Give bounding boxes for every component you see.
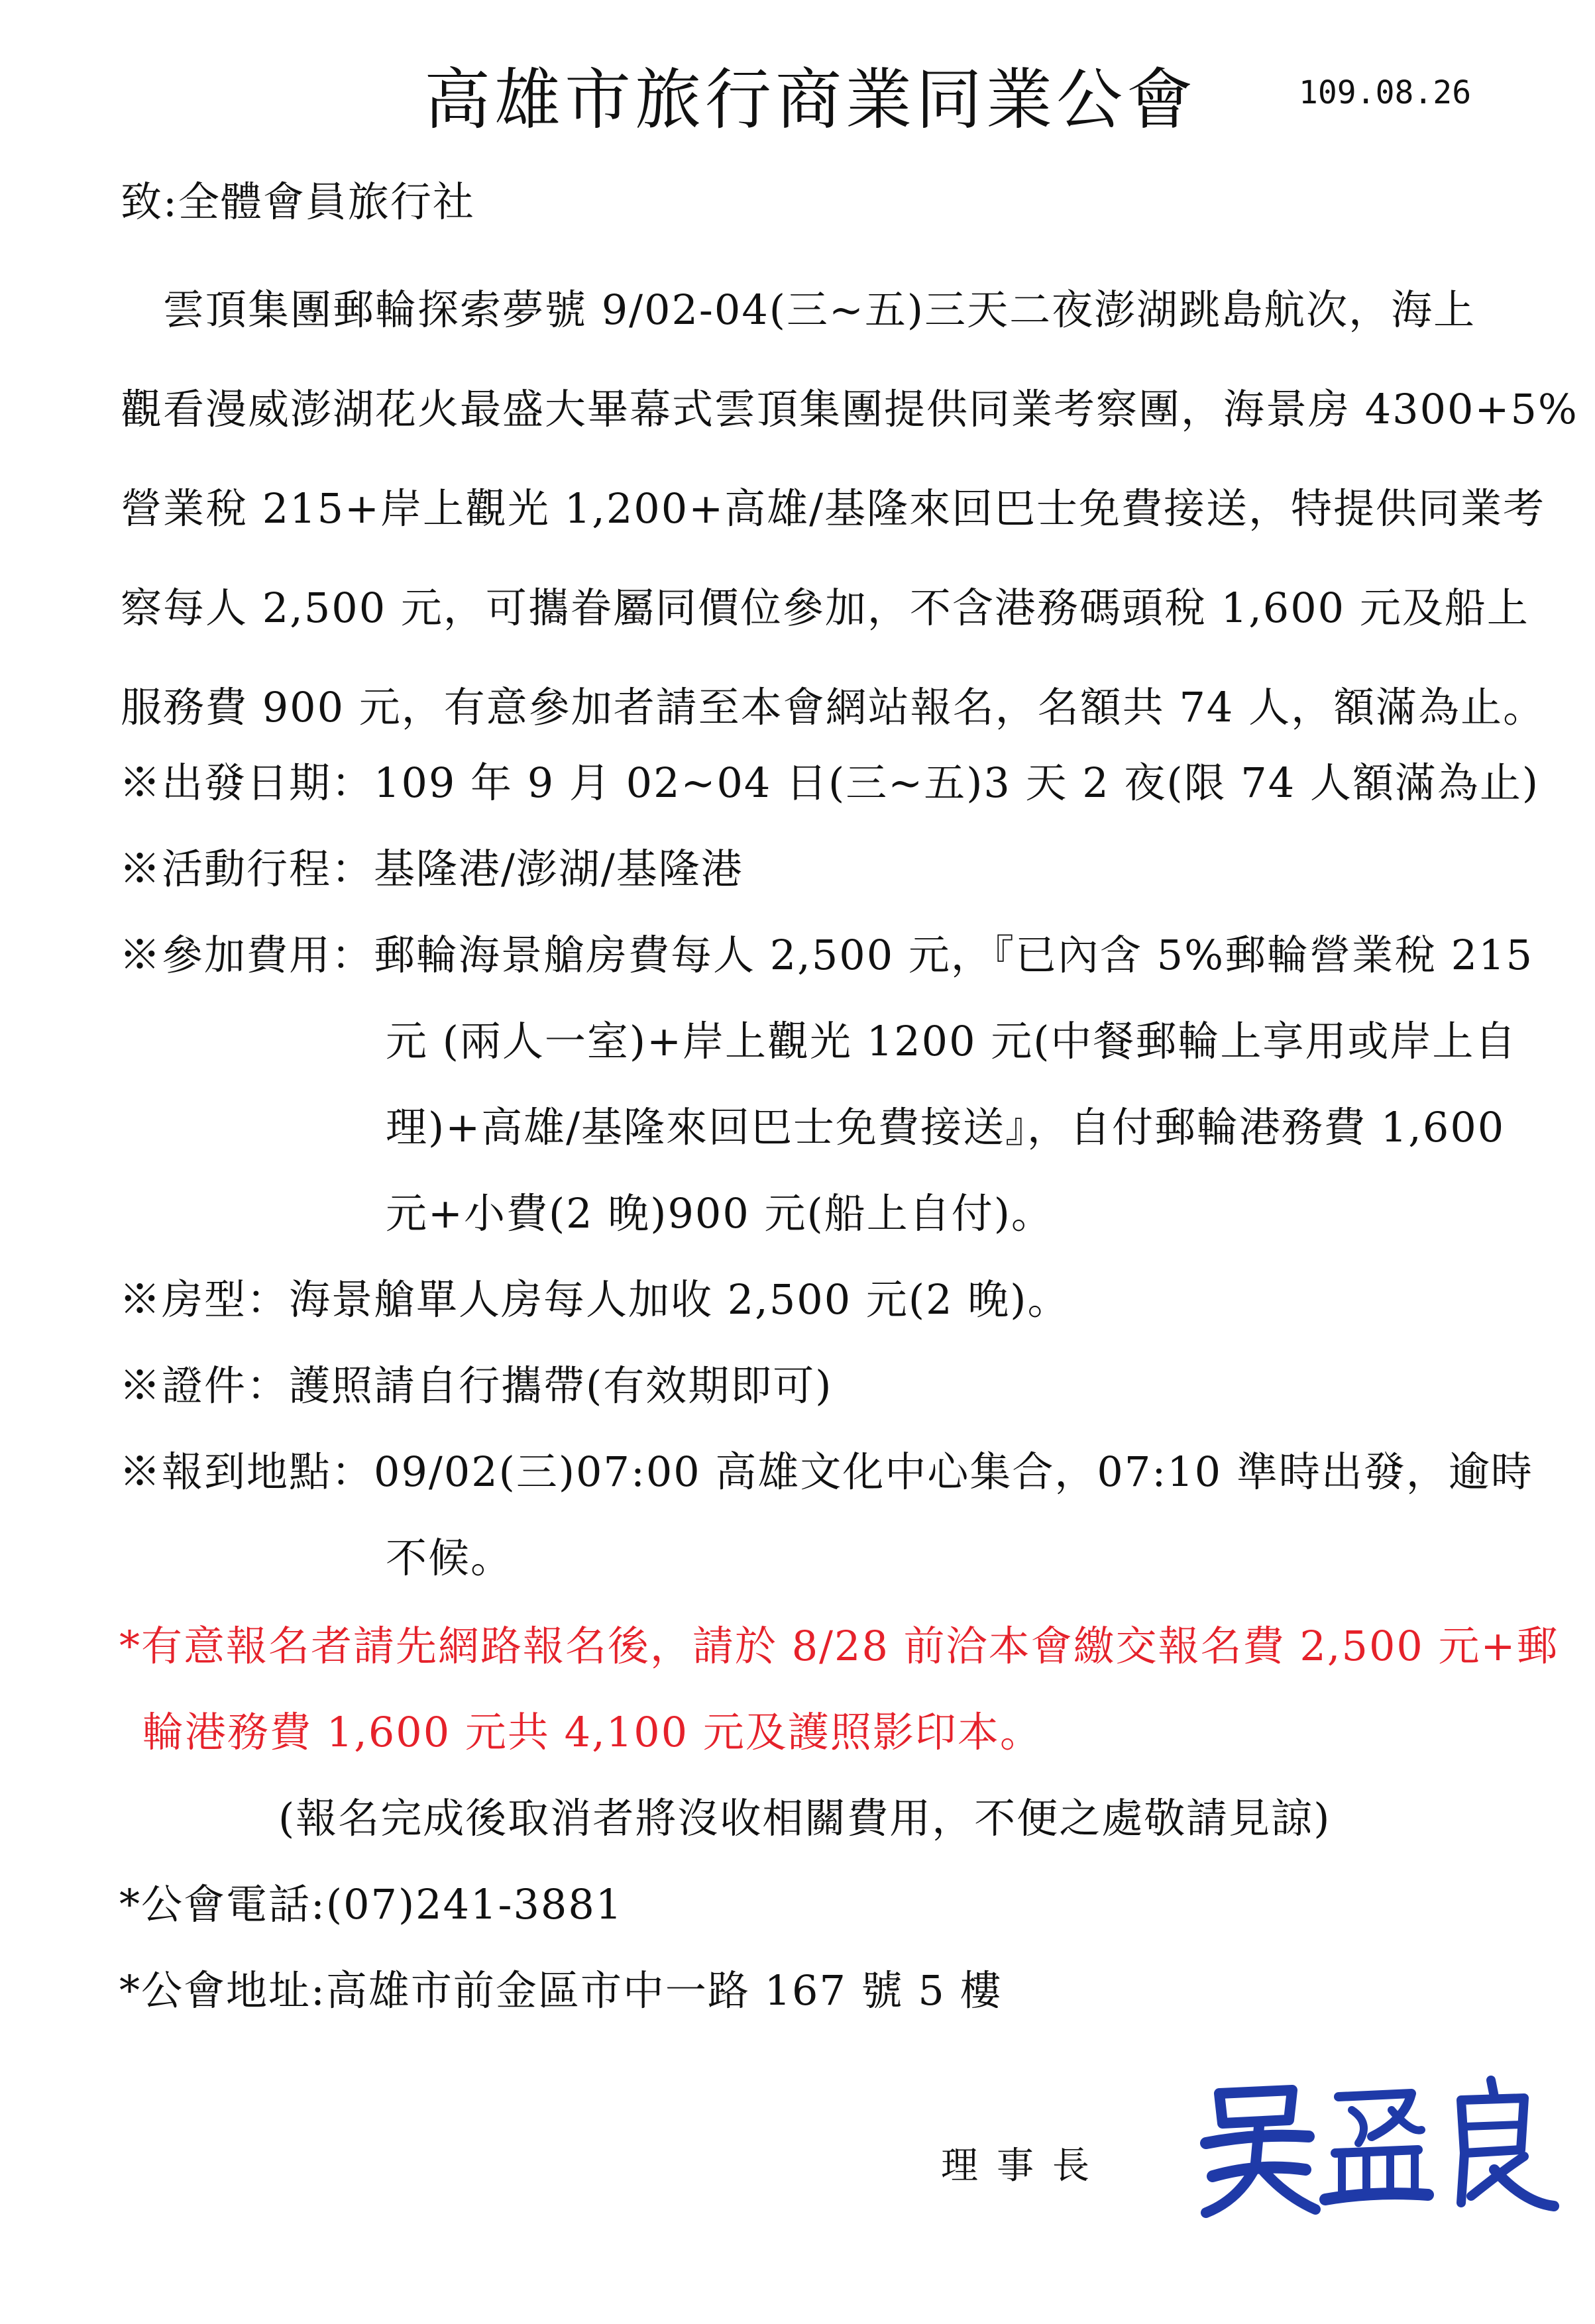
fee-item-line-2: 元 (兩人一室)+岸上觀光 1200 元(中餐郵輪上享用或岸上自: [386, 1017, 1517, 1065]
meeting-point-line-1: ※報到地點：09/02(三)07:00 高雄文化中心集合，07:10 準時出發，逾時: [119, 1448, 1533, 1496]
document-date: 109.08.26: [1299, 74, 1472, 111]
document-title: 高雄市旅行商業同業公會: [424, 61, 1197, 138]
intro-line-1: 雲頂集團郵輪探索夢號 9/02-04(三~五)三天二夜澎湖跳島航次，海上: [121, 286, 1476, 334]
intro-line-2: 觀看漫威澎湖花火最盛大畢幕式雲頂集團提供同業考察團，海景房 4300+5%: [121, 385, 1578, 433]
documents-item: ※證件：護照請自行攜帶(有效期即可): [119, 1361, 833, 1410]
room-type-item: ※房型：海景艙單人房每人加收 2,500 元(2 晚)。: [119, 1275, 1070, 1324]
chairman-signature: [1193, 2070, 1564, 2223]
fee-item-line-3: 理)+高雄/基隆來回巴士免費接送』，自付郵輪港務費 1,600: [386, 1103, 1506, 1151]
fee-item-line-1: ※參加費用：郵輪海景艙房費每人 2,500 元，『已內含 5%郵輪營業稅 215: [119, 931, 1534, 979]
meeting-point-line-2: 不候。: [386, 1534, 514, 1582]
intro-line-4: 察每人 2,500 元，可攜眷屬同價位參加，不含港務碼頭稅 1,600 元及船上: [121, 584, 1529, 632]
itinerary-item: ※活動行程：基隆港/澎湖/基隆港: [119, 845, 743, 893]
intro-line-3: 營業稅 215+岸上觀光 1,200+高雄/基隆來回巴士免費接送，特提供同業考: [121, 484, 1546, 533]
registration-notice-line-1: *有意報名者請先網路報名後，請於 8/28 前洽本會繳交報名費 2,500 元+郵: [119, 1622, 1559, 1670]
registration-notice-line-2: 輪港務費 1,600 元共 4,100 元及護照影印本。: [142, 1708, 1042, 1756]
contact-address: *公會地址:高雄市前金區市中一路 167 號 5 樓: [119, 1966, 1003, 2015]
contact-phone: *公會電話:(07)241-3881: [119, 1880, 624, 1928]
recipient-line: 致:全體會員旅行社: [121, 178, 475, 226]
fee-item-line-4: 元+小費(2 晚)900 元(船上自付)。: [386, 1189, 1054, 1238]
departure-date-item: ※出發日期：109 年 9 月 02~04 日(三~五)3 天 2 夜(限 74 人額滿為止): [119, 759, 1540, 807]
chairman-title: 理事長: [941, 2144, 1108, 2188]
cancellation-note: (報名完成後取消者將沒收相關費用，不便之處敬請見諒): [278, 1794, 1331, 1842]
intro-line-5: 服務費 900 元，有意參加者請至本會網站報名，名額共 74 人，額滿為止。: [121, 683, 1546, 731]
